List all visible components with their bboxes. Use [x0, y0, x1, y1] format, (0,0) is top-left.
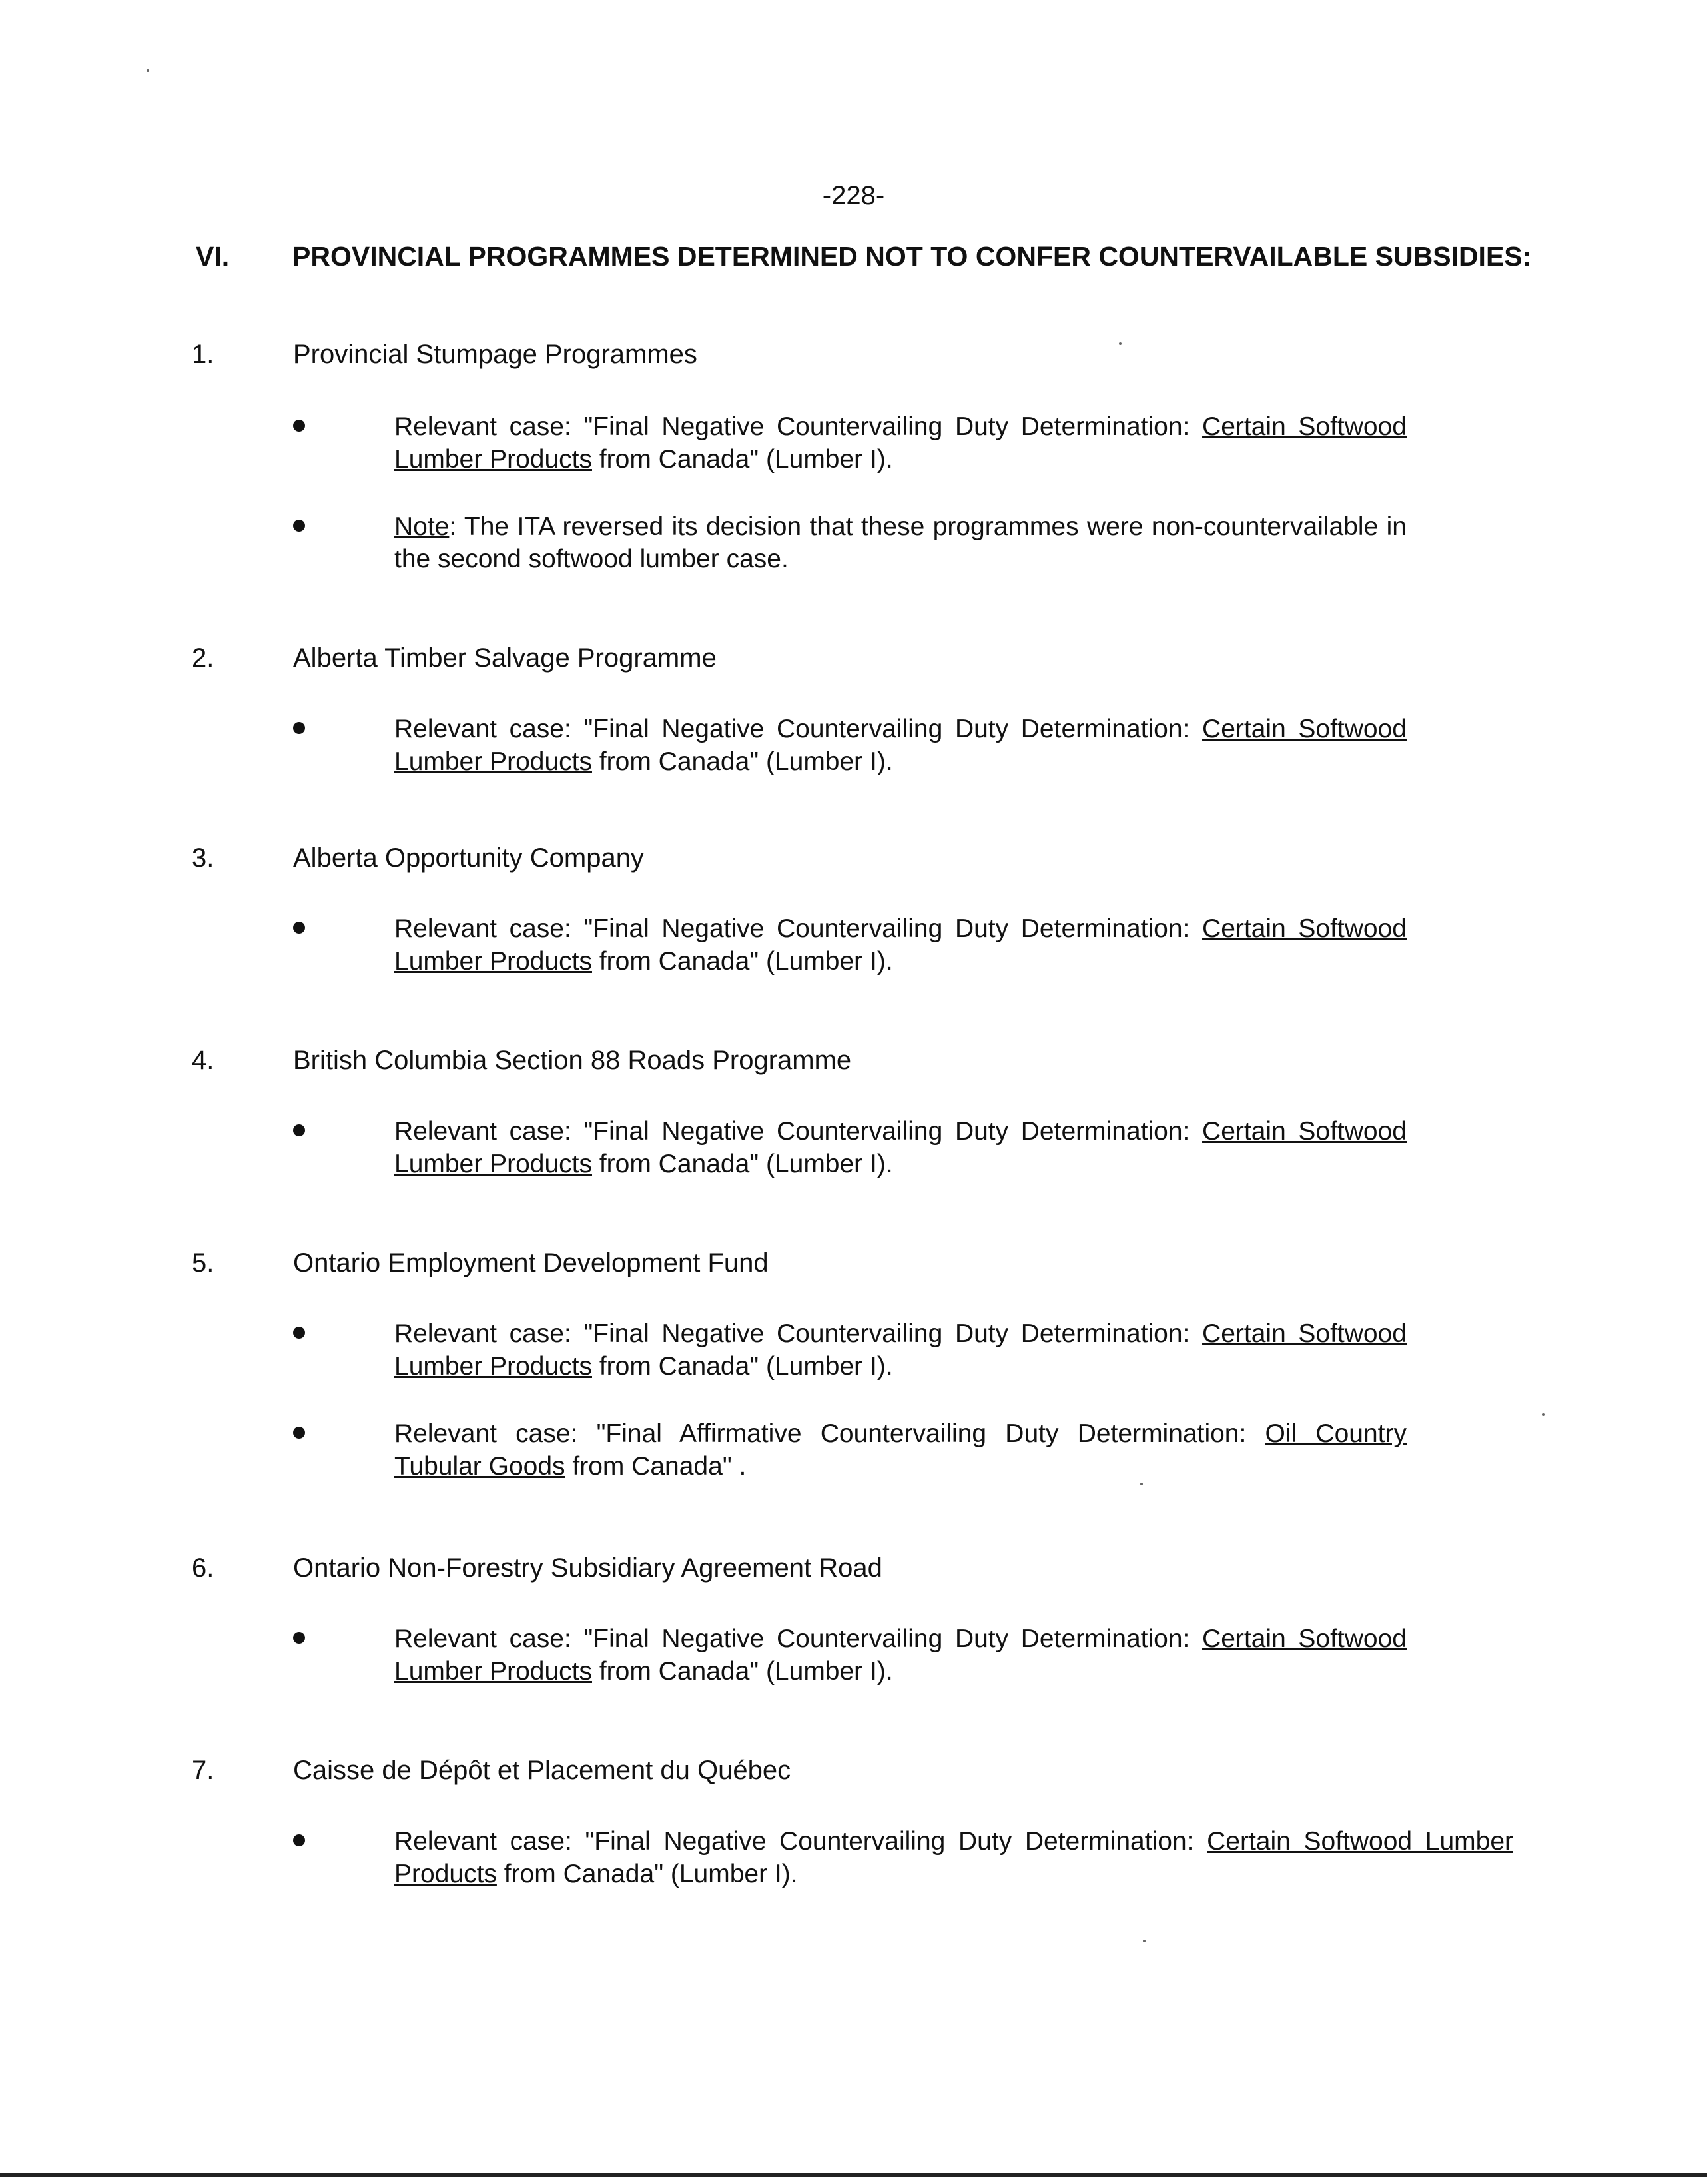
case-title: Certain Softwood Lumber Products — [394, 1827, 1513, 1888]
case-title: Certain Softwood Lumber Products — [394, 1319, 1407, 1381]
programme-title: British Columbia Section 88 Roads Programme — [293, 1046, 852, 1075]
programme-title: Caisse de Dépôt et Placement du Québec — [293, 1756, 791, 1785]
bullet-dot-icon — [293, 1632, 305, 1644]
bullet-dot-icon — [293, 1427, 305, 1439]
programme-number: 5. — [192, 1248, 214, 1277]
bullet-text: : The ITA reversed its decision that these programmes were non-countervailable in the second softwood lumber case. — [394, 512, 1407, 573]
bullet-dot-icon — [293, 922, 305, 934]
page-number: -228- — [822, 181, 885, 210]
bullet-text: from Canada" (Lumber I). — [591, 947, 893, 976]
note-label: Note — [394, 512, 450, 541]
bullet-point — [394, 510, 1407, 575]
bullet-text: Relevant case: "Final Negative Countervailing Duty Determination: — [394, 914, 1203, 943]
section-number: VI. — [196, 241, 230, 272]
case-title: Certain Softwood Lumber Products — [394, 914, 1407, 976]
bullet-point — [394, 1417, 1407, 1483]
bullet-dot-icon — [293, 520, 305, 532]
page-bottom-edge — [0, 2173, 1707, 2177]
bullet-text: Relevant case: "Final Negative Countervailing Duty Determination: — [394, 1117, 1203, 1146]
programme-number: 3. — [192, 843, 214, 873]
bullet-text: from Canada" (Lumber I). — [496, 1860, 798, 1888]
bullet-dot-icon — [293, 1834, 305, 1846]
scan-speck — [1542, 1413, 1545, 1416]
scan-speck — [1143, 1940, 1146, 1942]
bullet-text: Relevant case: "Final Negative Countervailing Duty Determination: — [394, 1827, 1207, 1856]
bullet-text: from Canada" (Lumber I). — [591, 747, 893, 776]
bullet-text: from Canada" (Lumber I). — [591, 1352, 893, 1381]
case-title: Certain Softwood Lumber Products — [394, 1117, 1407, 1178]
bullet-text: Relevant case: "Final Negative Countervailing Duty Determination: — [394, 1625, 1203, 1653]
programme-title: Ontario Non-Forestry Subsidiary Agreement Road — [293, 1553, 882, 1583]
bullet-dot-icon — [293, 1327, 305, 1339]
bullet-point — [394, 1825, 1513, 1890]
case-title: Oil Country Tubular Goods — [394, 1419, 1407, 1481]
bullet-text: from Canada" (Lumber I). — [591, 1150, 893, 1178]
bullet-dot-icon — [293, 420, 305, 432]
bullet-point — [394, 1623, 1407, 1688]
bullet-text: Relevant case: "Final Negative Countervailing Duty Determination: — [394, 715, 1203, 743]
bullet-text: Relevant case: "Final Affirmative Countervailing Duty Determination: — [394, 1419, 1265, 1448]
scan-speck — [147, 69, 149, 72]
bullet-dot-icon — [293, 1124, 305, 1136]
bullet-point — [394, 1317, 1407, 1383]
programme-number: 7. — [192, 1756, 214, 1785]
bullet-point — [394, 912, 1407, 978]
bullet-text: from Canada" (Lumber I). — [591, 1657, 893, 1686]
bullet-text: from Canada" . — [565, 1452, 747, 1481]
programme-title: Provincial Stumpage Programmes — [293, 340, 697, 369]
programme-title: Alberta Timber Salvage Programme — [293, 643, 717, 673]
bullet-point — [394, 713, 1407, 778]
bullet-point — [394, 410, 1407, 476]
bullet-text: Relevant case: "Final Negative Countervailing Duty Determination: — [394, 412, 1203, 441]
programme-number: 4. — [192, 1046, 214, 1075]
bullet-dot-icon — [293, 722, 305, 734]
scan-speck — [1140, 1483, 1143, 1485]
case-title: Certain Softwood Lumber Products — [394, 1625, 1407, 1686]
programme-title: Alberta Opportunity Company — [293, 843, 644, 873]
programme-number: 2. — [192, 643, 214, 673]
programme-number: 6. — [192, 1553, 214, 1583]
bullet-point — [394, 1115, 1407, 1180]
programme-number: 1. — [192, 340, 214, 369]
case-title: Certain Softwood Lumber Products — [394, 715, 1407, 776]
programme-title: Ontario Employment Development Fund — [293, 1248, 769, 1277]
scan-speck — [1119, 342, 1122, 345]
case-title: Certain Softwood Lumber Products — [394, 412, 1407, 474]
section-title: PROVINCIAL PROGRAMMES DETERMINED NOT TO CONFER COUNTERVAILABLE SUBSIDIES: — [292, 241, 1532, 272]
bullet-text: Relevant case: "Final Negative Countervailing Duty Determination: — [394, 1319, 1203, 1348]
bullet-text: from Canada" (Lumber I). — [591, 445, 893, 474]
